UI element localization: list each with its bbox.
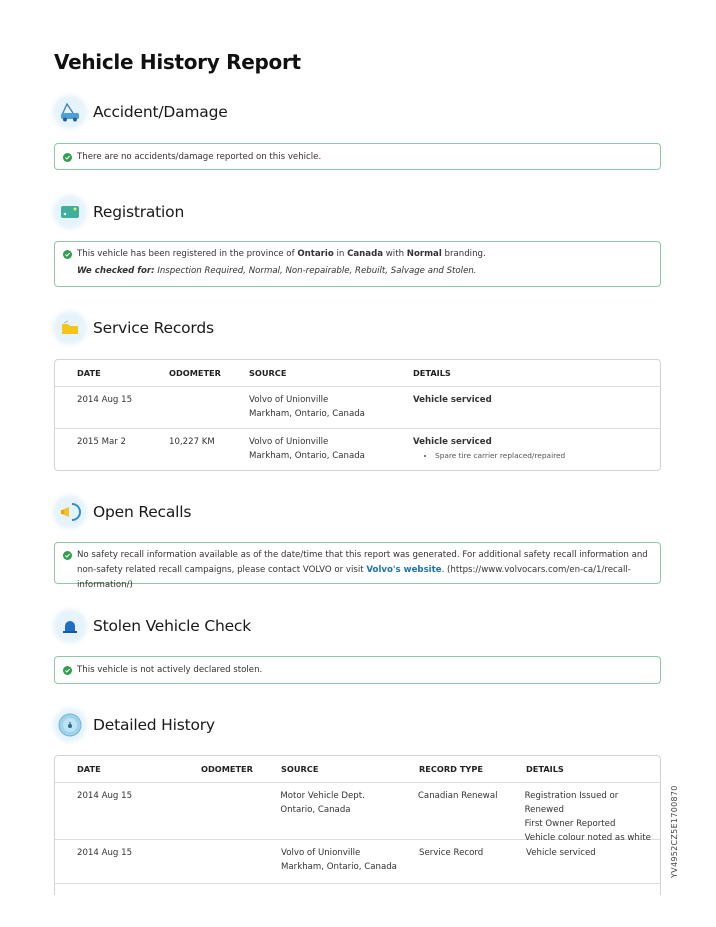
folder-icon xyxy=(54,312,86,344)
check-circle-icon xyxy=(63,666,72,675)
column-header-date: DATE xyxy=(77,764,101,774)
megaphone-icon xyxy=(54,496,86,528)
odometer-gauge-icon xyxy=(54,709,86,741)
row-source: Motor Vehicle Dept. Ontario, Canada xyxy=(280,791,365,815)
detailed-history-table xyxy=(54,755,661,895)
history-section-header xyxy=(54,709,215,741)
column-header-odometer: ODOMETER xyxy=(201,764,253,774)
police-siren-icon xyxy=(54,610,86,642)
row-source: Volvo of Unionville Markham, Ontario, Canada xyxy=(281,848,397,872)
table-row xyxy=(55,429,660,471)
section-title: Service Records xyxy=(93,319,214,337)
service-section-header xyxy=(54,312,214,344)
table-row xyxy=(55,387,660,429)
table-header-row xyxy=(55,756,660,783)
service-records-table xyxy=(54,359,661,471)
table-row xyxy=(55,840,660,884)
recalls-message: No safety recall information available as of the date/time that this report was generated. For additional safety recall information and non-safety related recall campaigns, please contact VOLVO or visit Volvo's website. (https://www.volvocars.com/en-ca/1/recall-information/) xyxy=(77,550,648,590)
section-title: Accident/Damage xyxy=(93,103,228,121)
section-title: Detailed History xyxy=(93,716,215,734)
column-header-source: SOURCE xyxy=(249,368,287,378)
row-date: 2014 Aug 15 xyxy=(77,848,133,858)
registration-message: This vehicle has been registered in the province of Ontario in Canada with Normal branding. xyxy=(77,249,486,259)
check-circle-icon xyxy=(63,250,72,259)
accident-message: There are no accidents/damage reported on this vehicle. xyxy=(77,152,322,162)
section-title: Open Recalls xyxy=(93,503,192,521)
column-header-details: DETAILS xyxy=(526,764,564,774)
tow-truck-icon xyxy=(54,96,86,128)
volvo-website-link[interactable]: Volvo's website xyxy=(366,565,442,575)
row-details: Vehicle serviced • Spare tire carrier replaced/repaired xyxy=(413,435,565,471)
row-record-type: Canadian Renewal xyxy=(417,791,498,801)
recalls-section-header xyxy=(54,496,191,528)
check-circle-icon xyxy=(63,551,72,560)
registration-status-box xyxy=(54,241,661,287)
stolen-status-box xyxy=(54,656,661,684)
row-date: 2014 Aug 15 xyxy=(77,791,133,801)
license-plate-icon xyxy=(54,196,86,228)
check-circle-icon xyxy=(63,153,72,162)
row-odometer xyxy=(169,393,249,428)
section-title: Registration xyxy=(93,203,185,221)
column-header-source: SOURCE xyxy=(281,764,319,774)
column-header-odometer: ODOMETER xyxy=(169,368,221,378)
stolen-section-header xyxy=(54,610,251,642)
row-odometer: 10,227 KM xyxy=(169,437,215,447)
accident-status-box xyxy=(54,143,661,170)
stolen-message: This vehicle is not actively declared stolen. xyxy=(77,665,263,675)
row-date: 2014 Aug 15 xyxy=(77,395,133,405)
row-date: 2015 Mar 2 xyxy=(77,437,127,447)
row-record-type: Service Record xyxy=(419,848,484,858)
row-source: Volvo of Unionville Markham, Ontario, Canada xyxy=(249,437,365,461)
column-header-record-type: RECORD TYPE xyxy=(419,764,483,774)
section-title: Stolen Vehicle Check xyxy=(93,617,252,635)
registration-checked-for: We checked for: Inspection Required, Normal, Non-repairable, Rebuilt, Salvage and Stolen. xyxy=(77,266,477,276)
row-source: Volvo of Unionville Markham, Ontario, Canada xyxy=(249,395,365,419)
recalls-status-box xyxy=(54,542,661,590)
column-header-details: DETAILS xyxy=(413,368,451,378)
detail-item: • Spare tire carrier replaced/repaired xyxy=(435,449,565,463)
vin-label: YV4952CZ5E1700870 xyxy=(670,785,679,878)
row-odometer xyxy=(201,789,281,839)
table-header-row xyxy=(55,360,660,387)
row-details: Registration Issued or Renewed First Owner Reported Vehicle colour noted as white xyxy=(524,791,651,843)
registration-section-header xyxy=(54,196,184,228)
row-details: Vehicle serviced xyxy=(526,848,596,858)
row-details: Vehicle serviced xyxy=(413,395,492,405)
accident-section-header xyxy=(54,96,228,128)
table-row xyxy=(55,783,660,843)
column-header-date: DATE xyxy=(77,368,101,378)
page-title: Vehicle History Report xyxy=(54,50,301,74)
row-odometer xyxy=(201,846,281,883)
